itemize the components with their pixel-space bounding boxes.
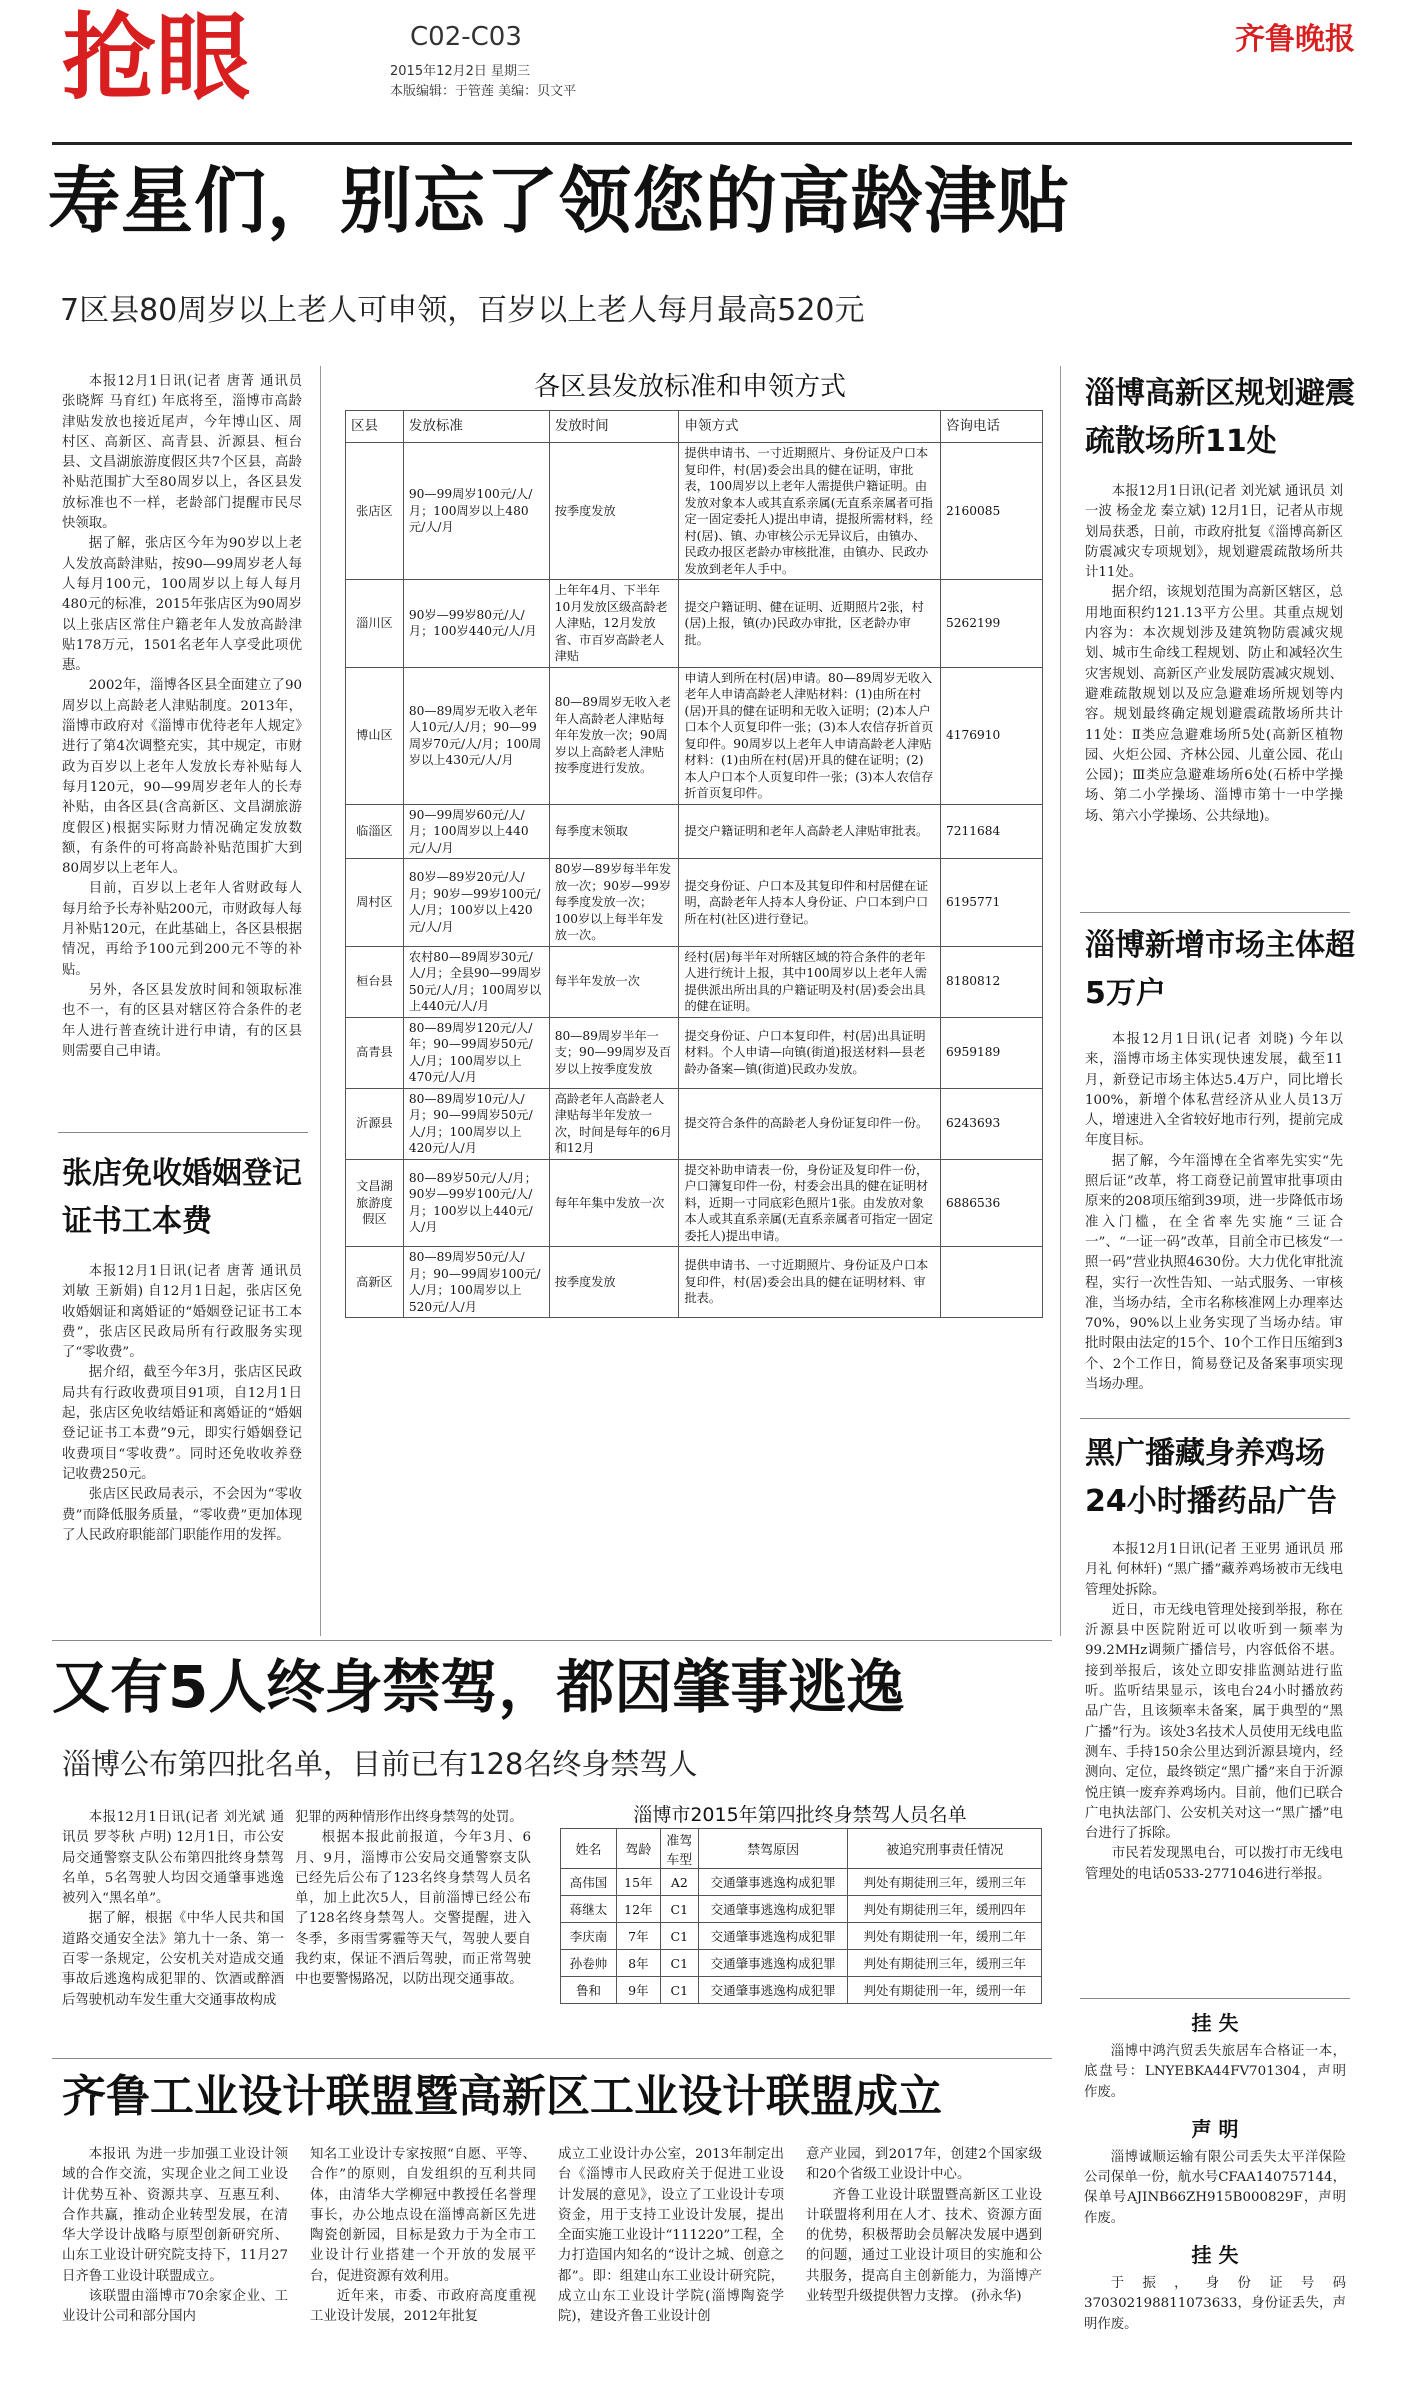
notice-paragraph: 淄博中鸿汽贸丢失旅居车合格证一本，底盘号：LNYEBKA44FV701304，声明作废。 — [1084, 2044, 1346, 2100]
county-cell: 文昌湖旅游度假区 — [346, 1159, 404, 1247]
marriage-body — [62, 1262, 302, 1546]
method-cell: 提交身份证、户口本复印件，村(居)出具证明材料。个人申请—向镇(街道)报送材料—县老龄办备案—镇(街道)民政办发放。 — [679, 1017, 941, 1088]
col-county: 区县 — [346, 411, 404, 443]
ban-table-title: 淄博市2015年第四批终身禁驾人员名单 — [633, 1804, 967, 1826]
class-cell: C1 — [660, 1950, 698, 1977]
years-cell: 8年 — [616, 1950, 660, 1977]
lead-headline: 寿星们，别忘了领您的高龄津贴 — [48, 159, 1071, 243]
radio-paragraph: 近日，市无线电管理处接到举报，称在沂源县中医院附近可以收听到一频率为99.2MHz调频广播信号，内容低俗不堪。接到举报后，该处立即安排监测站进行监听。监听结果显示，该电台24小时播放药品广告，且该频率未备案，属于典型的“黑广播”行为。该处3名技术人员使用无线电监测车、手持150余公里达到沂源县境内，经测向、定位，最终锁定“黑广播”来自于沂源悦庄镇一废弃养鸡场内。目前，他们已联合广电执法部门、公安机关对这一“黑广播”电台进行了拆除。 — [1085, 1602, 1343, 1842]
issue-meta — [390, 62, 576, 102]
design-paragraph: 该联盟由淄博市70余家企业、工业设计公司和部分国内 — [62, 2289, 288, 2325]
name-cell: 鲁和 — [561, 1977, 617, 2004]
county-cell: 博山区 — [346, 667, 404, 804]
notice-title: 声 明 — [1191, 2116, 1239, 2141]
editors-line: 本版编辑：于管莲 美编：贝文平 — [390, 84, 577, 99]
ban-row — [561, 1950, 1042, 1977]
lead-body — [62, 372, 302, 1062]
standard-cell: 80—89周岁120元/人/年；90—99周岁50元/人/月；100周岁以上470元/人/月 — [403, 1017, 549, 1088]
years-cell: 12年 — [616, 1896, 660, 1923]
col-method: 申领方式 — [679, 411, 941, 443]
time-cell: 每季度末领取 — [549, 804, 679, 859]
time-cell: 80—89周岁无收入老年人高龄老人津贴每年年发放一次；90周岁以上高龄老人津贴按季度进行发放。 — [549, 667, 679, 804]
allowance-table-header — [346, 411, 1043, 443]
section-divider — [1080, 912, 1350, 913]
phone-cell: 8180812 — [941, 946, 1043, 1017]
method-cell: 申请人到所在村(居)申请。80—89周岁无收入老年人申请高龄老人津贴材料：(1)由所在村(居)开具的健在证明和无收入证明；(2)本人户口本个人页复印件一张；(3)本人农信存折首页复印件。90周岁以上老年人申请高龄老人津贴材料：(1)由所在村(居)开具的健在证明；(2)本人户口本个人页复印件一张；(3)本人农信存折首页复印件。 — [679, 667, 941, 804]
class-cell: C1 — [660, 1977, 698, 2004]
market-paragraph: 据了解，今年淄博在全省率先实实“先照后证”改革，将工商登记前置审批事项由原来的208项压缩到39项，进一步降低市场准入门槛，在全省率先实施“三证合一”、“一证一码”改革，目前全市已核发“一照一码”营业执照4630份。大力优化审批流程，实行一次性告知、一站式服务、一审核准，当场办结，全市名称核准网上办理率达70%，90%以上业务实现了当场办结。审批时限由法定的15个、10个工作日压缩到3个、2个工作日，简易登记及备案事项实现当场办理。 — [1085, 1153, 1343, 1393]
standard-cell: 80岁—89岁20元/人/月；90岁—99岁100元/人/月；100岁以上420元/人/月 — [403, 859, 549, 947]
column-divider — [1060, 366, 1061, 1636]
standard-cell: 80—89周岁无收入老年人10元/人/月；90—99周岁70元/人/月；100周岁以上430元/人/月 — [403, 667, 549, 804]
notice-title: 挂 失 — [1191, 2011, 1239, 2035]
years-cell: 15年 — [616, 1869, 660, 1896]
time-cell: 上年年4月、下半年10月发放区级高龄老人津贴，12月发放省、市百岁高龄老人津贴 — [549, 580, 679, 668]
col-standard: 发放标准 — [403, 411, 549, 443]
allowance-row — [346, 443, 1043, 580]
method-cell: 提交户籍证明和老年人高龄老人津贴审批表。 — [679, 804, 941, 859]
header-rule — [52, 142, 1352, 145]
notices — [1080, 1998, 1350, 2335]
method-cell: 提交符合条件的高龄老人身份证复印件一份。 — [679, 1088, 941, 1159]
design-paragraph: 知名工业设计专家按照“自愿、平等、合作”的原则，自发组织的互利共同体，由清华大学柳冠中教授任名誉理事长，办公地点设在淄博高新区先进陶瓷创新园，目标是致力于为全市工业设计行业搭建一个开放的发展平台，促进资源有效利用。 — [310, 2147, 536, 2284]
name-cell: 蒋继太 — [561, 1896, 617, 1923]
section-divider — [52, 1640, 1052, 1641]
design-headline: 齐鲁工业设计联盟暨高新区工业设计联盟成立 — [62, 2071, 942, 2122]
design-paragraph: 本报讯 为进一步加强工业设计领域的合作交流，实现企业之间工业设计优势互补、资源共享、互惠互利、合作共赢，推动企业转型发展，在清华大学设计战略与原型创新研究所、山东工业设计研究院支持下，11月27日齐鲁工业设计联盟成立。 — [62, 2147, 288, 2284]
marriage-paragraph: 张店区民政局表示，不会因为“零收费”而降低服务质量，“零收费”更加体现了人民政府职能部门职能作用的发挥。 — [62, 1487, 302, 1543]
reason-cell: 交通肇事逃逸构成犯罪 — [698, 1869, 848, 1896]
col-name: 姓名 — [561, 1829, 617, 1869]
allowance-row — [346, 1247, 1043, 1318]
county-cell: 高新区 — [346, 1247, 404, 1318]
ban-row — [561, 1869, 1042, 1896]
market-paragraph: 本报12月1日讯(记者 刘晓) 今年以来，淄博市场主体实现快速发展，截至11月，新登记市场主体达5.4万户，同比增长100%，新增个体私营经济从业人员13万人，增速进入全省较好地市行列，提前完成年度目标。 — [1085, 1032, 1343, 1149]
col-class: 准驾车型 — [660, 1829, 698, 1869]
time-cell: 高龄老年人高龄老人津贴每半年发放一次，时间是每年的6月和12月 — [549, 1088, 679, 1159]
section-divider — [1080, 1418, 1350, 1419]
class-cell: C1 — [660, 1923, 698, 1950]
method-cell: 提供申请书、一寸近期照片、身份证及户口本复印件，村(居)委会出具的健在证明，审批表，100周岁以上老年人需提供户籍证明。由发放对象本人或其直系亲属(无直系亲属者可指定一固定委托人)提出申请，提报所需材料，经村(居)、镇、办审核公示无异议后，由镇办、民政办报区老龄办审核批准，由镇办、民政办发放到老年人手中。 — [679, 443, 941, 580]
radio-paragraph: 本报12月1日讯(记者 王亚男 通讯员 邢月礼 何林轩) “黑广播”藏养鸡场被市无线电管理处拆除。 — [1085, 1542, 1343, 1598]
class-cell: C1 — [660, 1896, 698, 1923]
design-body-col2 — [310, 2145, 536, 2328]
section-divider — [52, 2058, 1052, 2059]
ban-table-header — [561, 1829, 1042, 1869]
time-cell: 80—89周岁半年一支；90—99周岁及百岁以上按季度发放 — [549, 1017, 679, 1088]
lead-paragraph: 本报12月1日讯(记者 唐菁 通讯员 张晓辉 马育红) 年底将至，淄博市高龄津贴发放也接近尾声，今年博山区、周村区、高新区、高青县、沂源县、桓台县、文昌湖旅游度假区共7个区县，高龄补贴范围扩大至80周岁以上，各区县发放标准也不一样，老龄部门提醒市民尽快领取。 — [62, 374, 302, 532]
method-cell: 提交身份证、户口本及其复印件和村居健在证明，高龄老年人持本人身份证、户口本到户口所在村(社区)进行登记。 — [679, 859, 941, 947]
notice-text — [1084, 2148, 1346, 2229]
reason-cell: 交通肇事逃逸构成犯罪 — [698, 1950, 848, 1977]
lead-paragraph: 另外，各区县发放时间和领取标准也不一，有的区县对辖区符合条件的老年人进行普查统计进行申请，有的区县则需要自己申请。 — [62, 982, 302, 1059]
radio-paragraph: 市民若发现黑电台，可以拨打市无线电管理处的电话0533-2771046进行举报。 — [1085, 1846, 1343, 1882]
method-cell: 提交户籍证明、健在证明、近期照片2张，村(居)上报，镇(办)民政办审批，区老龄办审批。 — [679, 580, 941, 668]
ban-row — [561, 1896, 1042, 1923]
standard-cell: 80—89岁50元/人/月；90岁—99岁100元/人/月；100岁以上440元/人/月 — [403, 1159, 549, 1247]
marriage-paragraph: 据介绍，截至今年3月，张店区民政局共有行政收费项目91项，自12月1日起，张店区免收结婚证和离婚证的“婚姻登记证书工本费”9元，即实行婚姻登记收费项目“零收费”。同时还免收收养登记收费250元。 — [62, 1365, 302, 1482]
time-cell: 按季度发放 — [549, 443, 679, 580]
county-cell: 高青县 — [346, 1017, 404, 1088]
allowance-row — [346, 946, 1043, 1017]
method-cell: 经村(居)每半年对所辖区域的符合条件的老年人进行统计上报，其中100周岁以上老年人需提供派出所出具的户籍证明及村(居)委会出具的健在证明。 — [679, 946, 941, 1017]
evac-body — [1085, 482, 1343, 827]
time-cell: 按季度发放 — [549, 1247, 679, 1318]
county-cell: 沂源县 — [346, 1088, 404, 1159]
penalty-cell: 判处有期徒刑三年，缓刑三年 — [848, 1869, 1042, 1896]
allowance-row — [346, 1159, 1043, 1247]
county-cell: 临淄区 — [346, 804, 404, 859]
allowance-row — [346, 1088, 1043, 1159]
phone-cell: 7211684 — [941, 804, 1043, 859]
design-body-col1 — [62, 2145, 288, 2328]
allowance-row — [346, 580, 1043, 668]
design-paragraph: 意产业园，到2017年，创建2个国家级和20个省级工业设计中心。 — [806, 2147, 1042, 2183]
drive-paragraph: 根据本报此前报道，今年3月、6月、9月，淄博市公安局交通警察支队已经先后公布了123名终身禁驾人员名单，加上此次5人，目前淄博已经公布了128名终身禁驾人。交警提醒，进入冬季，多雨雪雾霾等天气，驾驶人要自我约束，保证不酒后驾驶，而正常驾驶中也要警惕路况，以防出现交通事故。 — [295, 1830, 531, 1988]
standard-cell: 90岁—99岁80元/人/月；100岁440元/人/月 — [403, 580, 549, 668]
county-cell: 淄川区 — [346, 580, 404, 668]
drive-paragraph: 据了解，根据《中华人民共和国道路交通安全法》第九十一条、第一百零一条规定，公安机关对造成交通事故后逃逸构成犯罪的、饮酒或醉酒后驾驶机动车发生重大交通事故构成 — [62, 1911, 284, 2008]
standard-cell: 80—89周岁10元/人/月；90—99周岁50元/人/月；100周岁以上420元/人/月 — [403, 1088, 549, 1159]
notice-title: 挂 失 — [1191, 2243, 1239, 2268]
phone-cell: 5262199 — [941, 580, 1043, 668]
county-cell: 张店区 — [346, 443, 404, 580]
allowance-row — [346, 667, 1043, 804]
page-numbers: C02-C03 — [410, 22, 522, 52]
name-cell: 高伟国 — [561, 1869, 617, 1896]
design-paragraph: 成立工业设计办公室，2013年制定出台《淄博市人民政府关于促进工业设计发展的意见》，设立了工业设计专项资金，用于支持工业设计发展，提出全面实施工业设计“111220”工程，全力打造国内知名的“设计之城、创意之都”。即：组建山东工业设计研究院，成立山东工业设计学院(淄博陶瓷学院)，建设齐鲁工业设计创 — [558, 2147, 784, 2325]
market-body — [1085, 1030, 1343, 1395]
name-cell: 孙卷帅 — [561, 1950, 617, 1977]
penalty-cell: 判处有期徒刑三年，缓刑三年 — [848, 1950, 1042, 1977]
issue-date: 2015年12月2日 星期三 — [390, 64, 531, 79]
ban-table — [560, 1828, 1042, 2004]
col-reason: 禁驾原因 — [698, 1829, 848, 1869]
design-paragraph: 近年来，市委、市政府高度重视工业设计发展，2012年批复 — [310, 2289, 536, 2325]
lead-subheadline: 7区县80周岁以上老人可申领，百岁以上老人每月最高520元 — [60, 293, 865, 328]
marriage-paragraph: 本报12月1日讯(记者 唐菁 通讯员 刘敏 王新娟) 自12月1日起，张店区免收婚姻证和离婚证的“婚姻登记证书工本费”，张店区民政局所有行政服务实现了“零收费”。 — [62, 1264, 302, 1361]
evac-headline: 淄博高新区规划避震疏散场所11处 — [1085, 376, 1355, 459]
newspaper-brand: 齐鲁晚报 — [1235, 22, 1355, 57]
drive-body-col1 — [62, 1808, 284, 2011]
radio-body — [1085, 1540, 1343, 1885]
drive-paragraph: 本报12月1日讯(记者 刘光斌 通讯员 罗苓秋 卢明) 12月1日，市公安局交通警察支队公布第四批终身禁驾名单，5名驾驶人均因交通肇事逃逸被列入“黑名单”。 — [62, 1810, 284, 1907]
section-divider — [1080, 1998, 1350, 1999]
section-divider — [58, 1132, 308, 1133]
col-penalty: 被追究刑事责任情况 — [848, 1829, 1042, 1869]
allowance-row — [346, 1017, 1043, 1088]
time-cell: 每年年集中发放一次 — [549, 1159, 679, 1247]
drive-body-col2 — [295, 1808, 531, 1991]
class-cell: A2 — [660, 1869, 698, 1896]
notice-text — [1084, 2274, 1346, 2335]
phone-cell: 6959189 — [941, 1017, 1043, 1088]
notice-text — [1084, 2042, 1346, 2103]
standard-cell: 80—89周岁50元/人/月；90—99周岁100元/人/月；100周岁以上520元/人/月 — [403, 1247, 549, 1318]
notice-paragraph: 淄博诚顺运输有限公司丢失太平洋保险公司保单一份，航水号CFAA140757144，保单号AJINB66ZH915B000829F，声明作废。 — [1084, 2149, 1346, 2226]
col-time: 发放时间 — [549, 411, 679, 443]
column-divider — [320, 366, 321, 1636]
radio-headline: 黑广播藏身养鸡场24小时播药品广告 — [1085, 1436, 1337, 1519]
time-cell: 每半年发放一次 — [549, 946, 679, 1017]
drive-subheadline: 淄博公布第四批名单，目前已有128名终身禁驾人 — [62, 1747, 698, 1781]
standard-cell: 90—99周岁100元/人/月；100周岁以上480元/人/月 — [403, 443, 549, 580]
method-cell: 提供申请书、一寸近期照片、身份证及户口本复印件，村(居)委会出具的健在证明材料、审批表。 — [679, 1247, 941, 1318]
phone-cell: 6195771 — [941, 859, 1043, 947]
allowance-table-title: 各区县发放标准和申领方式 — [533, 372, 846, 402]
years-cell: 9年 — [616, 1977, 660, 2004]
evac-paragraph: 据介绍，该规划范围为高新区辖区，总用地面积约121.13平方公里。其重点规划内容为：本次规划涉及建筑物防震减灾规划、城市生命线工程规划、防止和减轻次生灾害规划、高新区产业发展防震减灾规划、避难疏散规划以及应急避难场所规划等内容。规划最终确定规划避震疏散场所共计11处：Ⅱ类应急避难场所5处(高新区植物园、火炬公园、齐林公园、儿童公园、花山公园)；Ⅲ类应急避难场所6处(石桥中学操场、第二小学操场、淄博市第十一中学操场、第六小学操场、公共绿地)。 — [1085, 585, 1343, 824]
evac-paragraph: 本报12月1日讯(记者 刘光斌 通讯员 刘一波 杨金龙 秦立斌) 12月1日，记者从市规划局获悉，日前，市政府批复《淄博高新区防震减灾专项规划》，规划避震疏散场所共计11处。 — [1085, 484, 1343, 581]
lead-paragraph: 2002年，淄博各区县全面建立了90周岁以上高龄老人津贴制度。2013年，淄博市政府对《淄博市优待老年人规定》进行了第4次调整充实，其中规定，市财政为百岁以上老年人发放长寿补贴每人每月120元，90—99周岁老年人的长寿补贴，由各区县(含高新区、文昌湖旅游度假区)根据实际财力情况确定发放数额，有条件的可将高龄补贴范围扩大到80周岁以上老年人。 — [62, 678, 302, 877]
name-cell: 李庆南 — [561, 1923, 617, 1950]
standard-cell: 90—99周岁60元/人/月；100周岁以上440元/人/月 — [403, 804, 549, 859]
drive-paragraph: 犯罪的两种情形作出终身禁驾的处罚。 — [295, 1810, 523, 1825]
reason-cell: 交通肇事逃逸构成犯罪 — [698, 1977, 848, 2004]
lead-paragraph: 据了解，张店区今年为90岁以上老人发放高龄津贴，按90—99周岁老人每人每月100元，100周岁以上每人每月480元的标准，2015年张店区为90周岁以上张店区常住户籍老年人发放高龄津贴178万元，1501名老年人享受此项优惠。 — [62, 536, 302, 674]
phone-cell — [941, 1247, 1043, 1318]
col-years: 驾龄 — [616, 1829, 660, 1869]
allowance-table — [345, 410, 1043, 1318]
reason-cell: 交通肇事逃逸构成犯罪 — [698, 1923, 848, 1950]
penalty-cell: 判处有期徒刑三年，缓刑四年 — [848, 1896, 1042, 1923]
method-cell: 提交补助申请表一份，身份证及复印件一份，户口簿复印件一份，村委会出具的健在证明材料，近期一寸同底彩色照片1张。由发放对象本人或其直系亲属(无直系亲属者可指定一固定委托人)提出申请。 — [679, 1159, 941, 1247]
notice-paragraph: 于振，身份证号码370302198811073633，身份证丢失，声明作废。 — [1084, 2276, 1346, 2332]
county-cell: 周村区 — [346, 859, 404, 947]
marriage-headline: 张店免收婚姻登记证书工本费 — [62, 1156, 302, 1239]
penalty-cell: 判处有期徒刑一年，缓刑一年 — [848, 1977, 1042, 2004]
ban-row — [561, 1977, 1042, 2004]
reason-cell: 交通肇事逃逸构成犯罪 — [698, 1896, 848, 1923]
standard-cell: 农村80—89周岁30元/人/月；全县90—99周岁50元/人/月；100周岁以上440元/人/月 — [403, 946, 549, 1017]
phone-cell: 4176910 — [941, 667, 1043, 804]
drive-headline: 又有5人终身禁驾，都因肇事逃逸 — [52, 1653, 905, 1721]
phone-cell: 2160085 — [941, 443, 1043, 580]
county-cell: 桓台县 — [346, 946, 404, 1017]
time-cell: 80岁—89岁每半年发放一次；90岁—99岁每季度发放一次；100岁以上每半年发放一次。 — [549, 859, 679, 947]
phone-cell: 6886536 — [941, 1159, 1043, 1247]
years-cell: 7年 — [616, 1923, 660, 1950]
penalty-cell: 判处有期徒刑一年，缓刑二年 — [848, 1923, 1042, 1950]
section-logo: 抢眼 — [62, 4, 251, 113]
allowance-row — [346, 804, 1043, 859]
allowance-row — [346, 859, 1043, 947]
lead-paragraph: 目前，百岁以上老年人省财政每人每月给予长寿补贴200元，市财政每人每月补贴120元，在此基础上，各区县根据情况，再给予100元到200元不等的补贴。 — [62, 881, 302, 978]
design-body-col4 — [806, 2145, 1042, 2307]
col-phone: 咨询电话 — [941, 411, 1043, 443]
design-paragraph: 齐鲁工业设计联盟暨高新区工业设计联盟将利用在人才、技术、资源方面的优势，积极帮助会员解决发展中遇到的问题，通过工业设计项目的实施和公共服务，提高自主创新能力，为淄博产业转型升级提供智力支撑。 (孙永华) — [806, 2187, 1042, 2305]
ban-row — [561, 1923, 1042, 1950]
design-body-col3 — [558, 2145, 784, 2328]
market-headline: 淄博新增市场主体超5万户 — [1085, 928, 1355, 1011]
phone-cell: 6243693 — [941, 1088, 1043, 1159]
